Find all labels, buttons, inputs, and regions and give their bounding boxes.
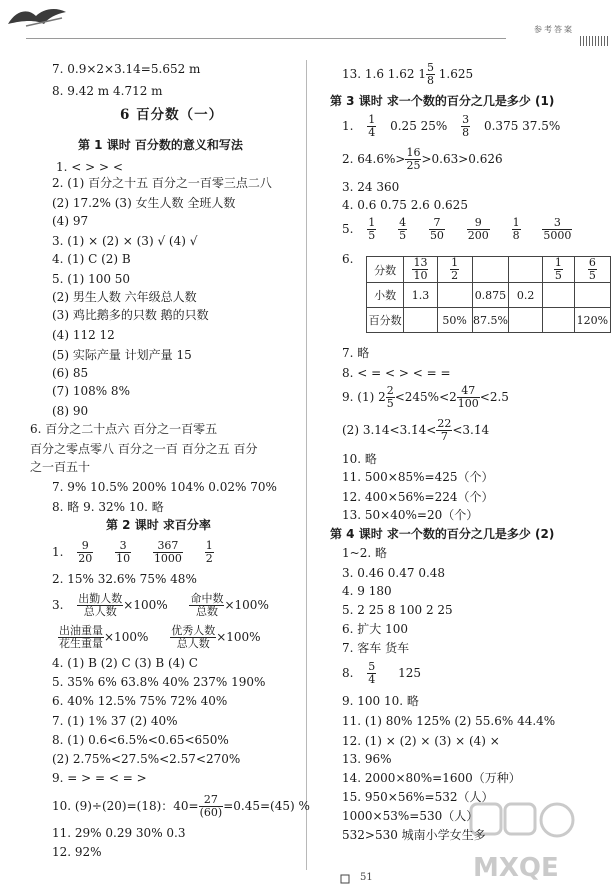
answer-line: 13. 50×40%=20（个） bbox=[342, 508, 479, 522]
table-cell: $\frac{1}{5}$ bbox=[542, 257, 574, 283]
answer-line: (4) 112 12 bbox=[52, 328, 115, 342]
answer-line: (4) 97 bbox=[52, 214, 89, 228]
header-title: 参考答案 bbox=[534, 25, 574, 34]
answer-line: 3. 出勤人数 总人数 ×100% 命中数 总数 ×100% bbox=[52, 592, 269, 618]
answer-line: 2. (1) 百分之十五 百分之一百零三点二八 bbox=[52, 176, 272, 190]
answer-line: 12. 400×56%=224（个） bbox=[342, 490, 494, 504]
fraction: $\frac{9}{20}$ bbox=[78, 539, 93, 565]
answer-line: 13. 96% bbox=[342, 752, 392, 766]
answer-line: 出油重量 花生重量 ×100% 优秀人数 总人数 ×100% bbox=[59, 624, 261, 650]
fraction: $\frac{22}{7}$ bbox=[437, 417, 452, 443]
column-divider bbox=[306, 60, 307, 870]
answer-line: (7) 108% 8% bbox=[52, 384, 130, 398]
answer-line: 11. 29% 0.29 30% 0.3 bbox=[52, 826, 186, 840]
answer-line: 5. (1) 100 50 bbox=[52, 272, 131, 286]
svg-text:MXQE: MXQE bbox=[473, 853, 559, 883]
answer-line: 5. 35% 6% 63.8% 40% 237% 190% bbox=[52, 675, 266, 689]
answer-line: 1. $\frac{1}{4}$ 0.25 25% $\frac{3}{8}$ 0.375 37.5% bbox=[342, 113, 561, 139]
lesson-heading: 第 1 课时 百分数的意义和写法 bbox=[78, 138, 243, 152]
answer-line: (8) 90 bbox=[52, 404, 89, 418]
answer-line: 1~2. 略 bbox=[342, 546, 387, 560]
answer-line: 之一百五十 bbox=[30, 460, 91, 474]
fraction: 优秀人数 总人数 bbox=[171, 624, 216, 650]
table-cell: 0.2 bbox=[509, 283, 543, 308]
answer-line: 2. 15% 32.6% 75% 48% bbox=[52, 572, 197, 586]
fraction: $\frac{3}{5000}$ bbox=[543, 216, 572, 242]
answer-line: 8. 略 9. 32% 10. 略 bbox=[52, 500, 164, 514]
lesson-heading: 第 2 课时 求百分率 bbox=[106, 518, 211, 532]
answer-line: 百分之零点零八 百分之一百 百分之五 百分 bbox=[30, 442, 258, 456]
answer-line: 8. (1) 0.6<6.5%<0.65<650% bbox=[52, 733, 229, 747]
fraction: 出油重量 花生重量 bbox=[59, 624, 103, 650]
item-number: 3. bbox=[52, 598, 64, 612]
page-number: 51 bbox=[360, 872, 373, 883]
item-number: 1. bbox=[52, 545, 64, 559]
fraction: $\frac{4}{5}$ bbox=[399, 216, 407, 242]
answer-line: 14. 2000×80%=1600（万种） bbox=[342, 771, 521, 785]
answer-line: 532>530 城南小学女生多 bbox=[342, 828, 486, 842]
answer-line: 9. = > = < = > bbox=[52, 771, 147, 785]
answer-line: 4. 0.6 0.75 2.6 0.625 bbox=[342, 198, 468, 212]
table-cell bbox=[472, 257, 509, 283]
table-cell: $\frac{6}{5}$ bbox=[574, 257, 610, 283]
percent-conversion-table bbox=[366, 256, 611, 333]
answer-line: 11. 500×85%=425（个） bbox=[342, 470, 494, 484]
table-cell: 1.3 bbox=[404, 283, 438, 308]
table-cell bbox=[542, 308, 574, 333]
header-rule bbox=[26, 38, 506, 39]
table-cell: 0.875 bbox=[472, 283, 509, 308]
header-barcode-decoration bbox=[580, 36, 610, 46]
answer-line: 1000×53%=530（人） bbox=[342, 809, 479, 823]
answer-line: 4. (1) C (2) B bbox=[52, 252, 131, 266]
answer-line: 4. (1) B (2) C (3) B (4) C bbox=[52, 656, 198, 670]
answer-line: 5. 2 25 8 100 2 25 bbox=[342, 603, 453, 617]
answer-line: 6. 40% 12.5% 75% 72% 40% bbox=[52, 694, 228, 708]
fraction: 出勤人数 总人数 bbox=[78, 592, 123, 618]
answer-line: (6) 85 bbox=[52, 366, 89, 380]
answer-line: 3. 0.46 0.47 0.48 bbox=[342, 566, 446, 580]
fraction: $\frac{367}{1000}$ bbox=[153, 539, 182, 565]
answer-line: 4. 9 180 bbox=[342, 584, 392, 598]
bird-logo-icon bbox=[6, 4, 68, 30]
fraction: $\frac{16}{25}$ bbox=[406, 146, 421, 172]
table-cell: 120% bbox=[574, 308, 610, 333]
answer-line: 5. $\frac{1}{5}$ $\frac{4}{5}$ $\frac{7}{50}$ $\frac{9}{200}$ $\frac{1}{8}$ $\frac{3}{5000}$ bbox=[342, 216, 572, 242]
answer-line: (2) 3.14<3.1̇4̇< $\frac{22}{7}$ <3.1̇4̇ bbox=[342, 417, 490, 443]
table-cell: 87.5% bbox=[472, 308, 509, 333]
answer-line: 12. (1) × (2) × (3) × (4) × bbox=[342, 734, 500, 748]
fraction: $\frac{1}{5}$ bbox=[368, 216, 376, 242]
answer-line: 1. < > > < bbox=[56, 160, 123, 174]
answer-line: 8. < = < > < = = bbox=[342, 366, 451, 380]
fraction: 命中数 总数 bbox=[190, 592, 224, 618]
answer-line: 9. 100 10. 略 bbox=[342, 694, 419, 708]
table-cell bbox=[509, 257, 543, 283]
answer-line: 10. (9)÷(20)=(18)：40= $\frac{27}{(60)}$ =0.45=(45) % bbox=[52, 793, 310, 819]
answer-line: 6. 百分之二十点六 百分之一百零五 bbox=[30, 422, 218, 436]
answer-line: 7. 9% 10.5% 200% 104% 0.02% 70% bbox=[52, 480, 277, 494]
fraction: $\frac{3}{10}$ bbox=[116, 539, 131, 565]
answer-line: 9. (1) 2 $\frac{2}{5}$ <245%<2 $\frac{47}{100}$ <2.5 bbox=[342, 384, 509, 410]
answer-line: (3) 鸡比鹅多的只数 鹅的只数 bbox=[52, 308, 209, 322]
table-row bbox=[367, 283, 611, 308]
answer-line: 12. 92% bbox=[52, 845, 102, 859]
answer-line: 11. (1) 80% 125% (2) 55.6% 44.4% bbox=[342, 714, 556, 728]
table-row bbox=[367, 308, 611, 333]
fraction: $\frac{7}{50}$ bbox=[429, 216, 444, 242]
section-title: 6 百分数（一） bbox=[120, 107, 224, 123]
item-number: 6. bbox=[342, 252, 354, 266]
answer-line: 6. 扩大 100 bbox=[342, 622, 408, 636]
table-cell bbox=[404, 308, 438, 333]
fraction: $\frac{27}{(60)}$ bbox=[199, 793, 223, 819]
table-cell bbox=[574, 283, 610, 308]
watermark-logo-icon bbox=[465, 798, 605, 890]
answer-line: 7. 0.9×2×3.14=5.652 m bbox=[52, 62, 201, 76]
row-label: 分数 bbox=[367, 257, 404, 283]
answer-line: 7. 客车 货车 bbox=[342, 641, 410, 655]
answer-line: 15. 950×56%=532（人） bbox=[342, 790, 494, 804]
answer-line: 3. 24 360 bbox=[342, 180, 400, 194]
footer-square-icon bbox=[340, 874, 350, 884]
table-cell bbox=[542, 283, 574, 308]
answer-line: (2) 男生人数 六年级总人数 bbox=[52, 290, 197, 304]
answer-line: 8. $\frac{5}{4}$ 125 bbox=[342, 660, 422, 686]
table-cell: $\frac{13}{10}$ bbox=[404, 257, 438, 283]
table-cell: $\frac{1}{2}$ bbox=[437, 257, 472, 283]
answer-line: 2. 64.6%> $\frac{16}{25}$ >0.63>0.62̇6̇ bbox=[342, 146, 503, 172]
answer-line: (5) 实际产量 计划产量 15 bbox=[52, 348, 192, 362]
fraction: $\frac{5}{8}$ bbox=[426, 61, 434, 87]
lesson-heading: 第 3 课时 求一个数的百分之几是多少 (1) bbox=[330, 94, 555, 108]
fraction: $\frac{2}{5}$ bbox=[386, 384, 394, 410]
table-cell bbox=[437, 283, 472, 308]
answer-line: 10. 略 bbox=[342, 452, 377, 466]
answer-line bbox=[52, 538, 214, 566]
row-label: 小数 bbox=[367, 283, 404, 308]
table-cell bbox=[509, 308, 543, 333]
answer-line: 8. 9.42 m 4.712 m bbox=[52, 84, 163, 98]
answer-line: 3. (1) × (2) × (3) √ (4) √ bbox=[52, 234, 198, 248]
fraction: $\frac{1}{2}$ bbox=[205, 539, 213, 565]
lesson-heading: 第 4 课时 求一个数的百分之几是多少 (2) bbox=[330, 527, 555, 541]
answer-line: 13. 1.6̇ 1.62 1 $\frac{5}{8}$ 1.625 bbox=[342, 61, 474, 87]
fraction: $\frac{5}{4}$ bbox=[368, 660, 376, 686]
page-header bbox=[0, 0, 611, 46]
answer-line: 7. 略 bbox=[342, 346, 370, 360]
table-cell: 50% bbox=[437, 308, 472, 333]
answer-line: (2) 2.75%<27.5%<2.57<270% bbox=[52, 752, 241, 766]
fraction: $\frac{1}{4}$ bbox=[368, 113, 376, 139]
fraction: $\frac{47}{100}$ bbox=[457, 384, 479, 410]
fraction: $\frac{3}{8}$ bbox=[462, 113, 470, 139]
answer-line: (2) 17.2% (3) 女生人数 全班人数 bbox=[52, 196, 236, 210]
table-row bbox=[367, 257, 611, 283]
row-label: 百分数 bbox=[367, 308, 404, 333]
fraction: $\frac{1}{8}$ bbox=[512, 216, 520, 242]
answer-line: 7. (1) 1% 37 (2) 40% bbox=[52, 714, 178, 728]
fraction: $\frac{9}{200}$ bbox=[467, 216, 489, 242]
